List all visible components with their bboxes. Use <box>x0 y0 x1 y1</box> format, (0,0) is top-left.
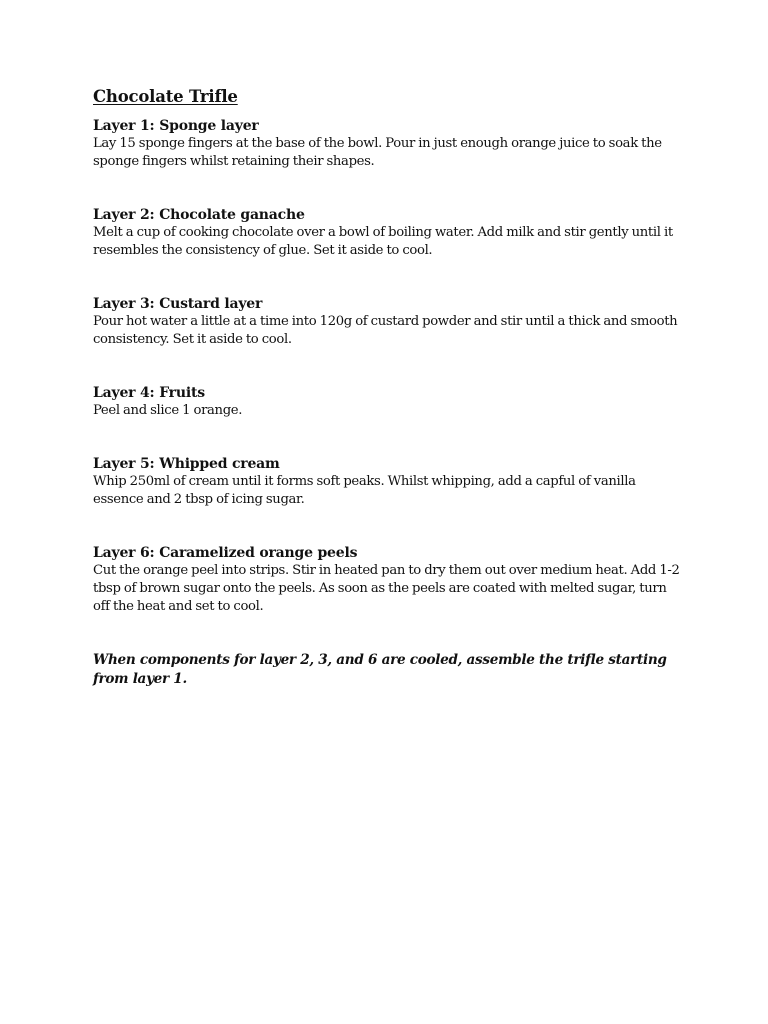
section-body: Cut the orange peel into strips. Stir in heated pan to dry them out over medium heat. Add 1-2 tbsp of brown sugar onto the peels. As soon as the peels are coated with melted sugar, turn off the heat and set to cool. <box>93 563 680 614</box>
section-heading: Layer 3: Custard layer <box>93 296 263 312</box>
section-body: Whip 250ml of cream until it forms soft peaks. Whilst whipping, add a capful of vanilla essence and 2 tbsp of icing sugar. <box>93 474 636 507</box>
section-heading: Layer 4: Fruits <box>93 385 205 401</box>
assembly-note: When components for layer 2, 3, and 6 are cooled, assemble the trifle starting from layer 1. <box>93 652 667 687</box>
section-body: Lay 15 sponge fingers at the base of the bowl. Pour in just enough orange juice to soak the sponge fingers whilst retaining their shapes. <box>93 136 662 169</box>
section-layer-6 <box>93 544 683 616</box>
document-title: Chocolate Trifle <box>93 87 238 106</box>
section-heading: Layer 5: Whipped cream <box>93 456 280 472</box>
section-heading: Layer 1: Sponge layer <box>93 118 259 134</box>
section-body: Pour hot water a little at a time into 120g of custard powder and stir until a thick and smooth consistency. Set it aside to cool. <box>93 314 678 347</box>
section-heading: Layer 2: Chocolate ganache <box>93 207 305 223</box>
section-body: Melt a cup of cooking chocolate over a bowl of boiling water. Add milk and stir gently until it resembles the consistency of glue. Set it aside to cool. <box>93 225 673 258</box>
section-layer-3 <box>93 295 683 349</box>
section-layer-2 <box>93 206 683 260</box>
section-heading: Layer 6: Caramelized orange peels <box>93 545 358 561</box>
section-layer-5 <box>93 455 683 509</box>
section-layer-1 <box>93 117 683 171</box>
section-layer-4 <box>93 384 683 420</box>
section-body: Peel and slice 1 orange. <box>93 403 243 418</box>
recipe-document <box>93 86 683 689</box>
